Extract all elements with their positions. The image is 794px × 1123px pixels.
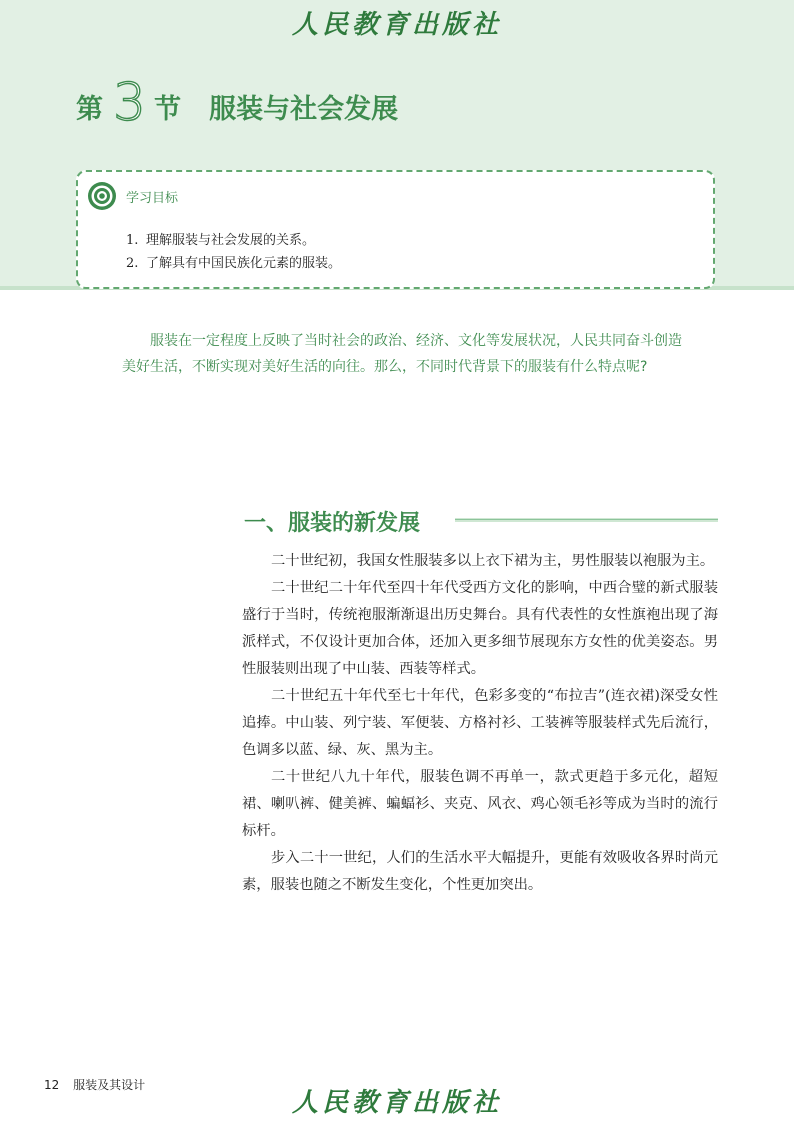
section-prefix: 第 xyxy=(76,93,103,125)
section-suffix: 节 xyxy=(154,93,182,125)
body-paragraph: 二十世纪初，我国女性服装多以上衣下裙为主，男性服装以袍服为主。 xyxy=(271,553,715,569)
target-icon xyxy=(87,181,117,211)
learning-objectives-box xyxy=(76,170,715,289)
body-paragraph: 步入二十一世纪，人们的生活水平大幅提升，更能有效吸收各界时尚元素，服装也随之不断发生变化，个性更加突出。 xyxy=(242,850,718,893)
body-text xyxy=(242,548,718,899)
section-heading xyxy=(76,73,399,134)
section-title: 服装与社会发展 xyxy=(209,93,399,125)
subsection-rule xyxy=(455,518,718,522)
body-paragraph: 二十世纪八九十年代，服装色调不再单一，款式更趋于多元化，超短裙、喇叭裤、健美裤、蝙蝠衫、夹克、风衣、鸡心领毛衫等成为当时的流行标杆。 xyxy=(242,769,718,839)
objective-number: 1. xyxy=(126,233,139,248)
publisher-logo-bottom: 人民教育出版社 xyxy=(291,1088,502,1118)
page-number: 12 xyxy=(44,1078,60,1092)
subsection-title: 一、服装的新发展 xyxy=(244,511,421,536)
objective-text: 理解服装与社会发展的关系。 xyxy=(146,233,316,248)
book-title: 服装及其设计 xyxy=(73,1078,146,1092)
intro-paragraph: 服装在一定程度上反映了当时社会的政治、经济、文化等发展状况，人民共同奋斗创造美好生活，不断实现对美好生活的向往。那么，不同时代背景下的服装有什么特点呢? xyxy=(122,333,682,375)
objectives-title: 学习目标 xyxy=(126,191,179,206)
objective-item xyxy=(126,229,315,248)
objective-number: 2. xyxy=(126,256,139,271)
publisher-logo-top: 人民教育出版社 xyxy=(291,10,502,40)
body-paragraph: 二十世纪五十年代至七十年代，色彩多变的“布拉吉”(连衣裙)深受女性追捧。中山装、列宁装、军便装、方格衬衫、工装裤等服装样式先后流行，色调多以蓝、绿、灰、黑为主。 xyxy=(242,688,718,758)
body-paragraph: 二十世纪二十年代至四十年代受西方文化的影响，中西合璧的新式服装盛行于当时，传统袍服渐渐退出历史舞台。具有代表性的女性旗袍出现了海派样式，不仅设计更加合体，还加入更多细节展现东方女性的优美姿态。男性服装则出现了中山装、西装等样式。 xyxy=(242,580,718,677)
objective-item xyxy=(126,252,341,271)
objective-text: 了解具有中国民族化元素的服装。 xyxy=(146,256,342,271)
section-number: 3 xyxy=(113,73,147,133)
